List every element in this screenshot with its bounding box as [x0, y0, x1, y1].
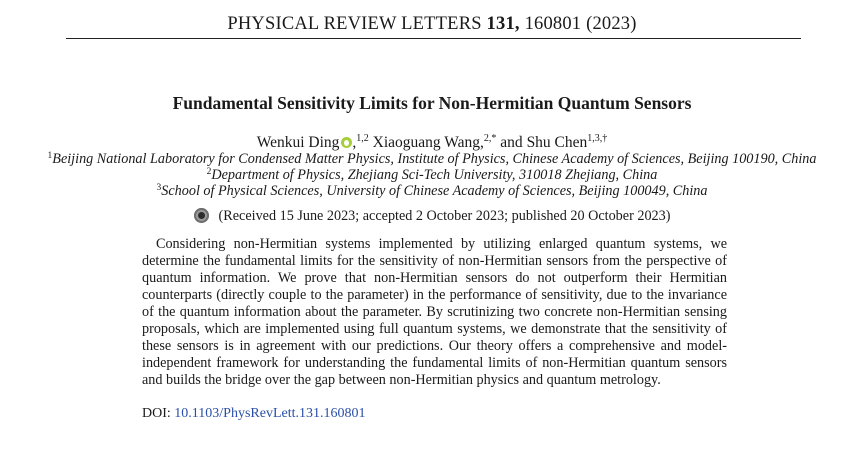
author-name[interactable]: Wenkui Ding	[256, 134, 340, 151]
journal-header	[0, 14, 864, 35]
author-affiliation-sup: 1,3,†	[587, 133, 608, 144]
affiliation-number: 3	[156, 183, 162, 193]
doi-line	[142, 406, 365, 422]
author-list	[0, 134, 864, 152]
publication-history	[0, 208, 864, 225]
author-affiliation-sup: 1,2	[356, 133, 369, 144]
authors-connector: and	[500, 134, 523, 151]
affiliation-number: 1	[47, 151, 53, 161]
affiliation-text: School of Physical Sciences, University of Chinese Academy of Sciences, Beijing 100049, China	[161, 183, 708, 199]
author-name[interactable]: Shu Chen	[526, 134, 588, 151]
header-rule	[66, 38, 801, 39]
author-affiliation-sup: 2,*	[483, 133, 497, 144]
doi-label: DOI:	[142, 406, 171, 421]
doi-link[interactable]: 10.1103/PhysRevLett.131.160801	[174, 406, 366, 421]
affiliation	[0, 183, 864, 200]
paper-title: Fundamental Sensitivity Limits for Non-Hermitian Quantum Sensors	[172, 93, 692, 113]
abstract-text: Considering non-Hermitian systems implemented by utilizing enlarged quantum systems, we determine the fundamental limits for the sensitivity of non-Hermitian sensors from the perspective of quantum information. We prove that non-Hermitian sensors do not outperform their Hermitian counterparts (directly couple to the parameter) in the performance of sensitivity, due to the invariance of the quantum information about the parameter. By scrutinizing two concrete non-Hermitian sensing proposals, which are implemented using full quantum systems, we demonstrate that the sensitivity of these sensors is in agreement with our predictions. Our theory offers a comprehensive and model-independent framework for understanding the fundamental limits of non-Hermitian quantum sensors and builds the bridge over the gap between non-Hermitian physics and quantum metrology.	[142, 236, 727, 388]
affiliation	[0, 151, 864, 168]
orcid-icon[interactable]	[341, 137, 352, 148]
abstract	[142, 236, 727, 389]
author-name[interactable]: Xiaoguang Wang,	[372, 134, 484, 151]
authors-separator: ,	[352, 134, 357, 151]
check-for-updates-icon[interactable]	[194, 208, 209, 223]
affiliation-number: 2	[206, 167, 212, 177]
article-number-year: 160801 (2023)	[524, 14, 637, 34]
affiliation-text: Beijing National Laboratory for Condensed Matter Physics, Institute of Physics, Chinese Academy of Sciences, Beijing 100190, China	[52, 151, 817, 167]
affiliation-text: Department of Physics, Zhejiang Sci-Tech University, 310018 Zhejiang, China	[211, 167, 658, 183]
received-dates: (Received 15 June 2023; accepted 2 October 2023; published 20 October 2023)	[218, 208, 671, 224]
journal-name: PHYSICAL REVIEW LETTERS	[227, 14, 482, 34]
affiliation	[0, 167, 864, 184]
journal-volume: 131,	[486, 14, 520, 34]
